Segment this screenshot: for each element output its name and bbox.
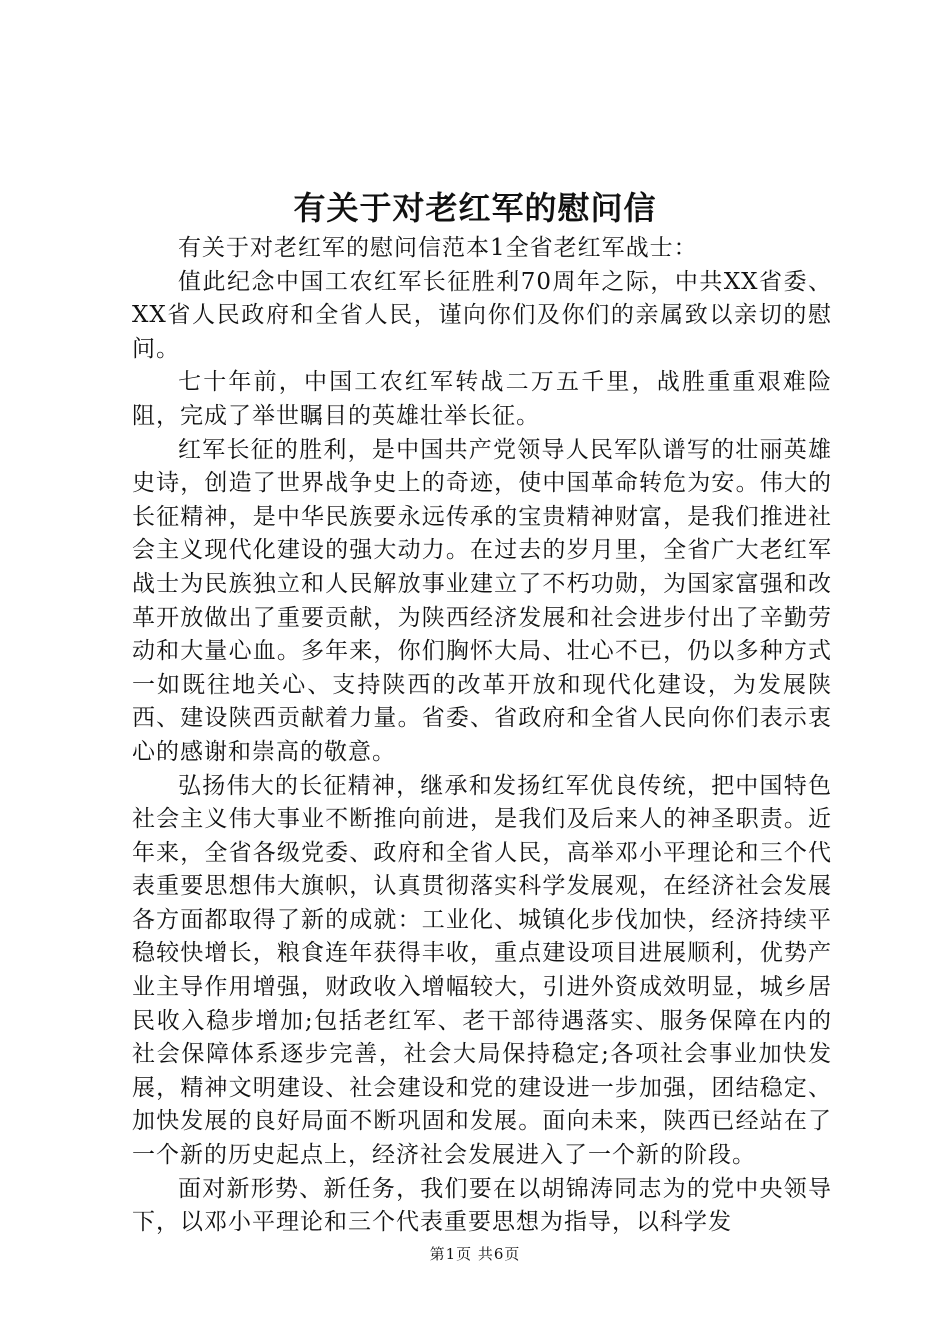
- document-title: 有关于对老红军的慰问信: [293, 189, 657, 227]
- paragraph: 值此纪念中国工农红军长征胜利70周年之际，中共XX省委、XX省人民政府和全省人民，谨向你们及你们的亲属致以亲切的慰问。: [132, 268, 832, 362]
- paragraph: 七十年前，中国工农红军转战二万五千里，战胜重重艰难险阻，完成了举世瞩目的英雄壮举长征。: [132, 369, 832, 429]
- page-footer: 第1页 共6页: [429, 1245, 521, 1263]
- paragraph: 面对新形势、新任务，我们要在以胡锦涛同志为的党中央领导下，以邓小平理论和三个代表重要思想为指导，以科学发: [132, 1175, 832, 1236]
- paragraph: 红军长征的胜利，是中国共产党领导人民军队谱写的壮丽英雄史诗，创造了世界战争史上的奇迹，使中国革命转危为安。伟大的长征精神，是中华民族要永远传承的宝贵精神财富，是我们推进社会主义现代化建设的强大动力。在过去的岁月里，全省广大老红军战士为民族独立和人民解放事业建立了不朽功勋，为国家富强和改革开放做出了重要贡献，为陕西经济发展和社会进步付出了辛勤劳动和大量心血。多年来，你们胸怀大局、壮心不已，仍以多种方式一如既往地关心、支持陕西的改革开放和现代化建设，为发展陕西、建设陕西贡献着力量。省委、省政府和全省人民向你们表示衷心的感谢和崇高的敬意。: [132, 436, 832, 765]
- paragraph: 有关于对老红军的慰问信范本1全省老红军战士：: [178, 235, 698, 261]
- document-body: [132, 232, 832, 1240]
- paragraph: 弘扬伟大的长征精神，继承和发扬红军优良传统，把中国特色社会主义伟大事业不断推向前进，是我们及后来人的神圣职责。近年来，全省各级党委、政府和全省人民，高举邓小平理论和三个代表重要思想伟大旗帜，认真贯彻落实科学发展观，在经济社会发展各方面都取得了新的成就：工业化、城镇化步伐加快，经济持续平稳较快增长，粮食连年获得丰收，重点建设项目进展顺利，优势产业主导作用增强，财政收入增幅较大，引进外资成效明显，城乡居民收入稳步增加;包括老红军、老干部待遇落实、服务保障在内的社会保障体系逐步完善，社会大局保持稳定;各项社会事业加快发展，精神文明建设、社会建设和党的建设进一步加强，团结稳定、加快发展的良好局面不断巩固和发展。面向未来，陕西已经站在了一个新的历史起点上，经济社会发展进入了一个新的阶段。: [132, 772, 832, 1169]
